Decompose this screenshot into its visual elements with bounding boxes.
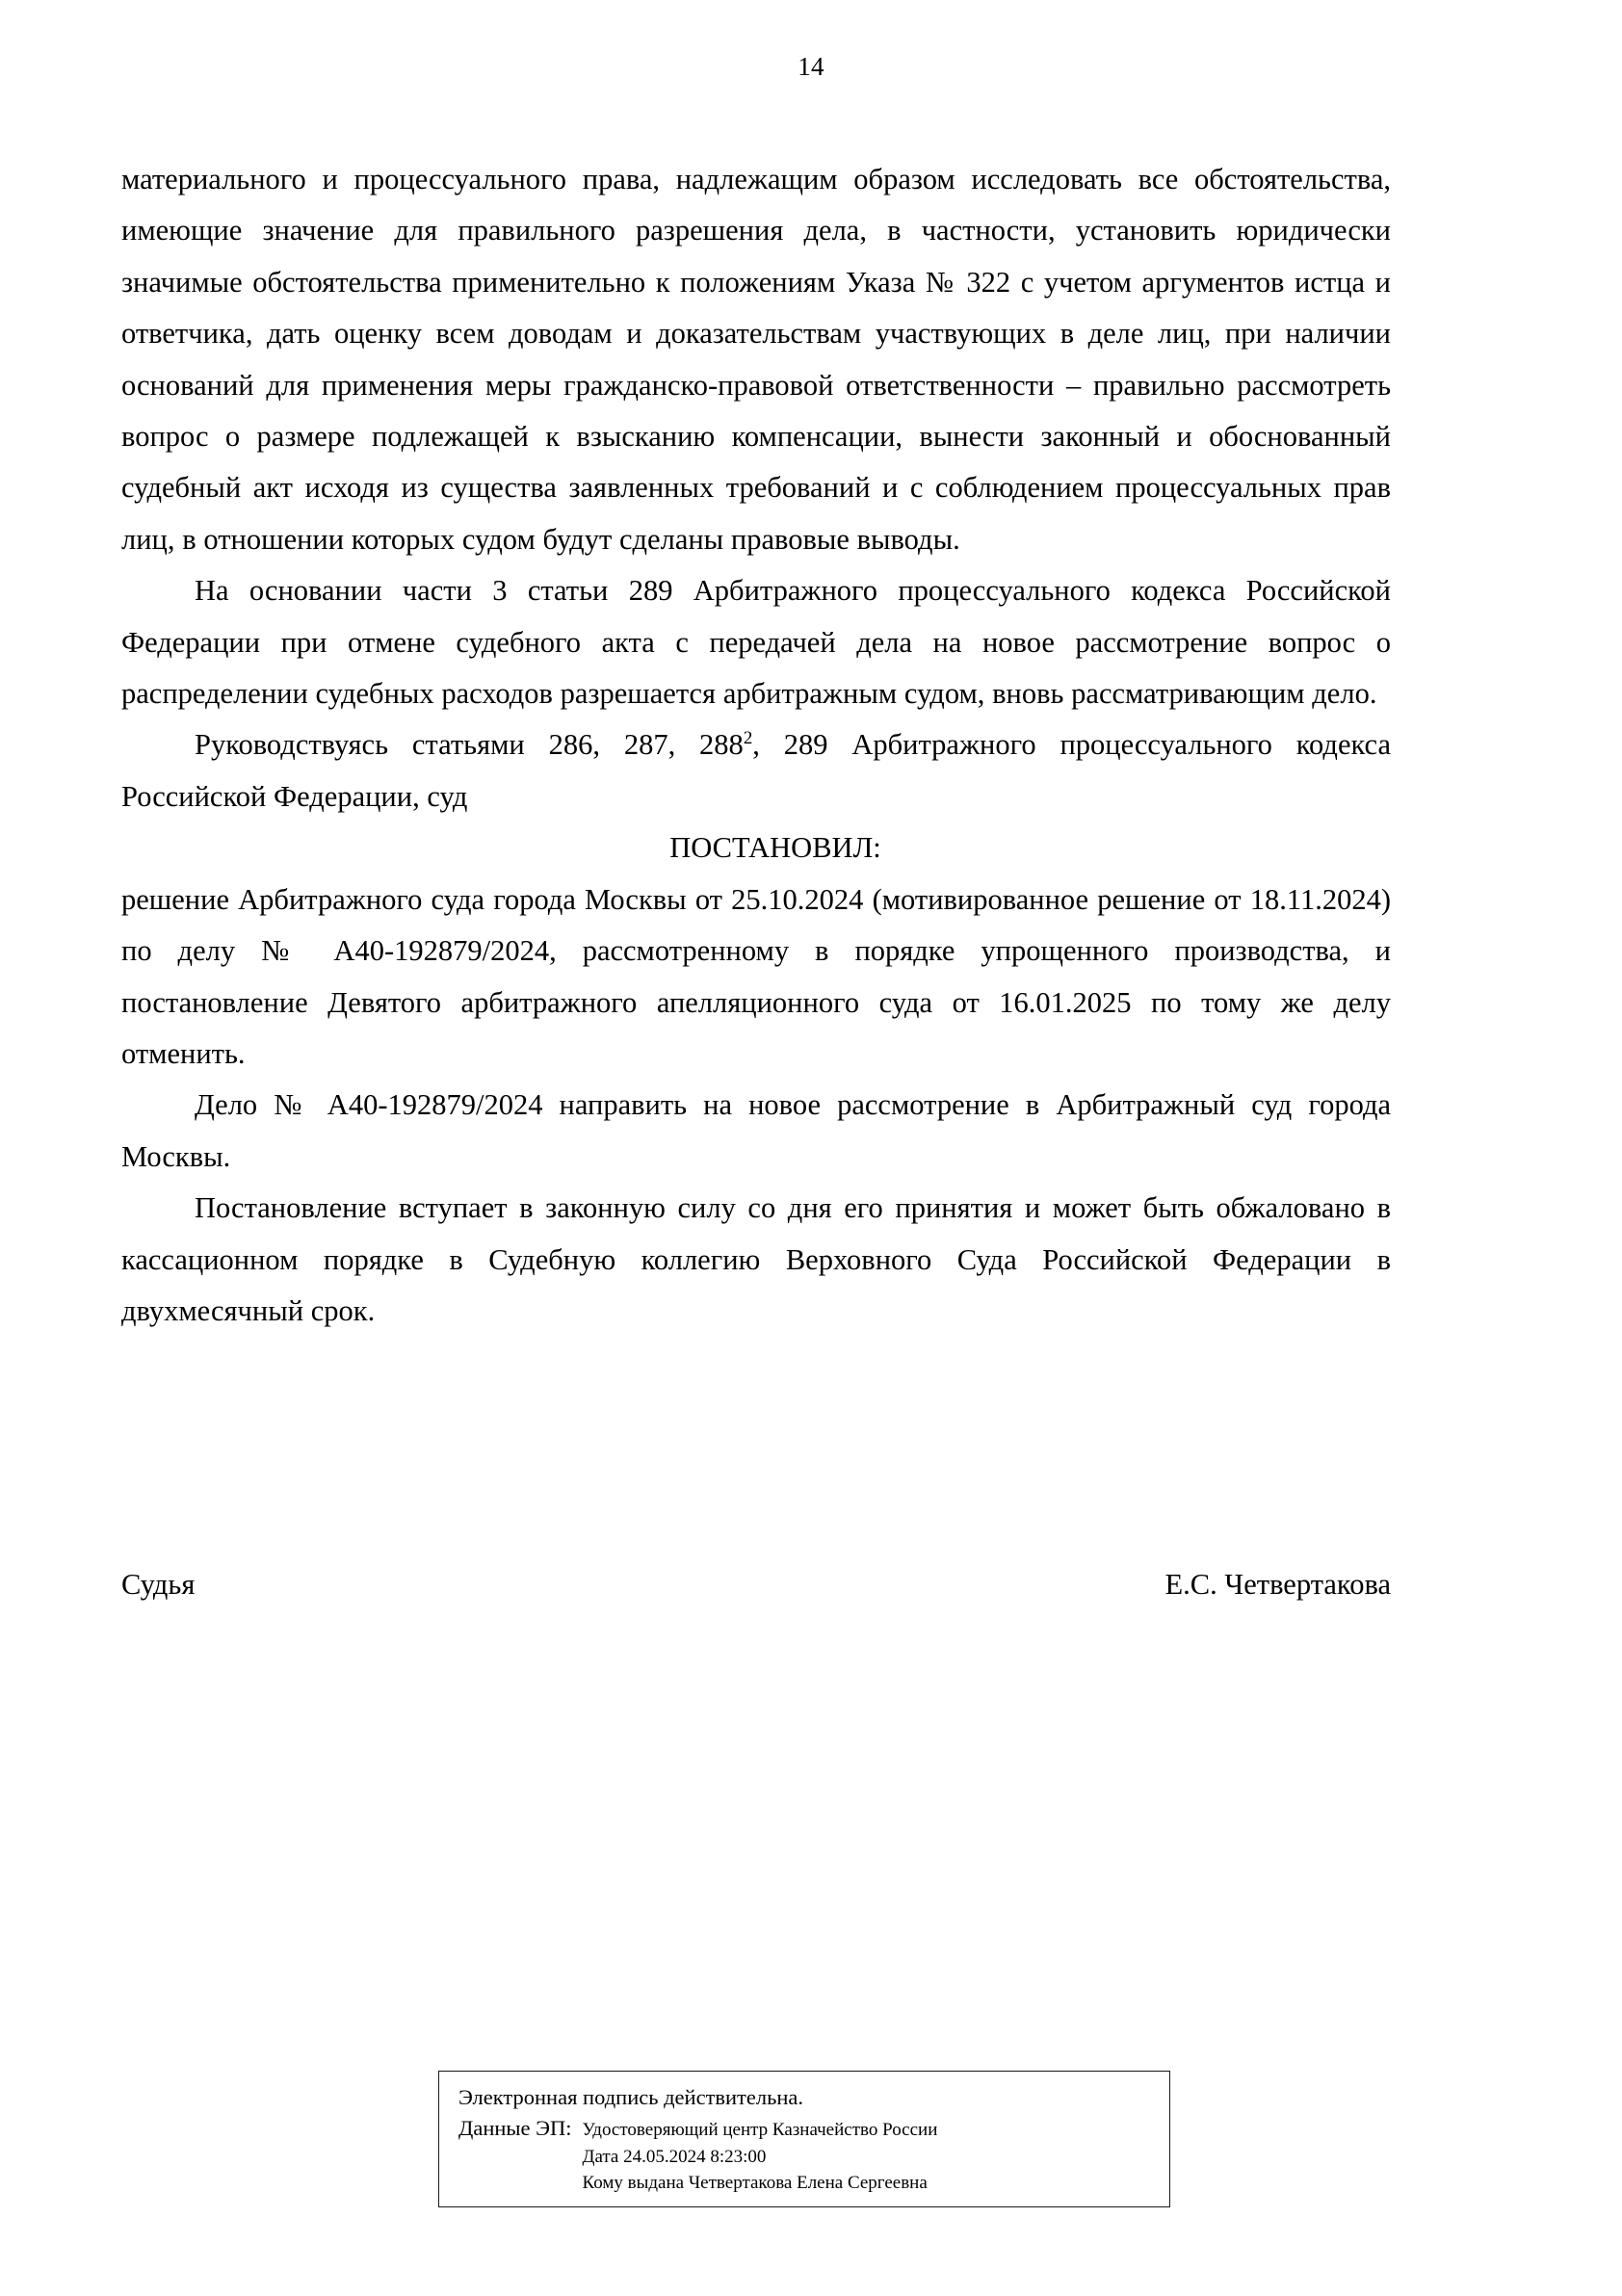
paragraph-case-remanded: Дело № А40-192879/2024 направить на новое рассмотрение в Арбитражный суд города Москвы.	[121, 1088, 1391, 1173]
esign-issued-to: Кому выдана Четвертакова Елена Сергеевна	[582, 2173, 928, 2193]
paragraph-guided-by	[121, 719, 1391, 822]
paragraph-continuation: материального и процессуального права, надлежащим образом исследовать все обстоятельства, имеющие значение для правильного разрешения дела, в частности, установить юридически значимые обстоятельства применительно к положениям Указа № 322 с учетом аргументов истца и ответчика, дать оценку всем доводам и доказательствам участвующих в деле лиц, при наличии оснований для применения меры гражданско-правовой ответственности – правильно рассмотреть вопрос о размере подлежащей к взысканию компенсации, вынести законный и обоснованный судебный акт исходя из существа заявленных требований и с соблюдением процессуальных прав лиц, в отношении которых судом будут сделаны правовые выводы.	[121, 163, 1391, 556]
paragraph-ruling-vacated: решение Арбитражного суда города Москвы от 25.10.2024 (мотивированное решение от 18.11.2024) по делу № А40-192879/2024, рассмотренному в порядке упрощенного производства, и постановление Девятого арбитражного апелляционного суда от 16.01.2025 по тому же делу отменить.	[121, 882, 1391, 1070]
paragraph-appeal-procedure: Постановление вступает в законную силу со дня его принятия и может быть обжаловано в кассационном порядке в Судебную коллегию Верховного Суда Российской Федерации в двухмесячный срок.	[121, 1191, 1391, 1327]
electronic-signature-stamp	[438, 2071, 1170, 2207]
page-number: 14	[798, 52, 824, 81]
esign-certificate-authority: Удостоверяющий центр Казначейство России	[582, 2120, 938, 2140]
guided-by-prefix: Руководствуясь статьями 286, 287, 288	[195, 728, 744, 762]
signature-role-label: Судья	[121, 1568, 196, 1601]
esign-date: Дата 24.05.2024 8:23:00	[582, 2146, 767, 2167]
esign-details	[458, 2114, 1169, 2197]
guided-by-suffix: , 289 Арбитражного процессуального кодекса Российской Федерации, суд	[121, 728, 1391, 813]
operative-part-heading: ПОСТАНОВИЛ:	[669, 831, 881, 865]
article-superscript: 2	[743, 728, 753, 749]
signature-block	[121, 1565, 1391, 1604]
paragraph-legal-basis: На основании части 3 статьи 289 Арбитражного процессуального кодекса Российской Федерации при отмене судебного акта с передачей дела на новое рассмотрение вопрос о распределении судебных расходов разрешается арбитражным судом, вновь рассматривающим дело.	[121, 574, 1391, 711]
esign-values	[583, 2114, 1170, 2197]
document-body	[121, 154, 1391, 1337]
signature-judge-name: Е.С. Четвертакова	[1164, 1568, 1391, 1601]
esign-data-label: Данные ЭП:	[458, 2116, 572, 2140]
esign-validity-text: Электронная подпись действительна.	[458, 2085, 804, 2109]
